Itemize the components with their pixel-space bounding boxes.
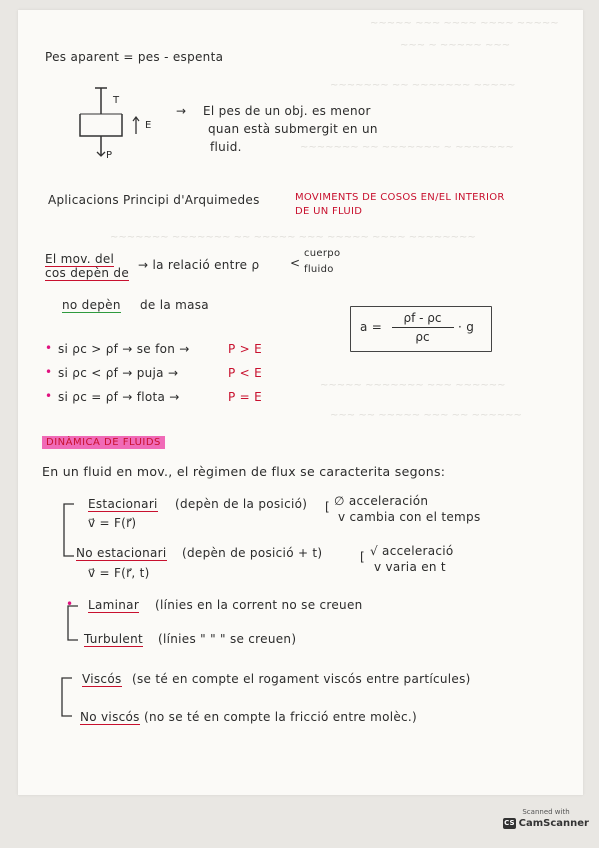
- diagram-description-3: fluid.: [210, 140, 242, 154]
- dinamica-intro: En un fluid en mov., el règimen de flux se caracterita segons:: [42, 464, 446, 479]
- apparent-weight-definition: Pes aparent = pes - espenta: [45, 50, 224, 64]
- bleed-through-text: ~~~ ~~ ~~~~~ ~~~ ~~ ~~~~~~: [330, 410, 522, 421]
- bleed-through-text: ~~~~~~~ ~~ ~~~~~~~ ~ ~~~~~~~: [300, 142, 514, 153]
- bullet-icon: •: [45, 365, 53, 379]
- estacionari-title: Estacionari: [88, 497, 158, 511]
- scanner-line1: Scanned with: [522, 808, 570, 816]
- aplicacions-side-1: MOVIMENTS DE COSOS EN/EL INTERIOR: [295, 192, 505, 203]
- noviscos-desc: (no se té en compte la fricció entre molèc.): [144, 710, 418, 724]
- arrow-icon: →: [176, 104, 187, 118]
- no-estacionari-title: No estacionari: [76, 546, 167, 560]
- bullet-res-2: P < E: [228, 366, 263, 380]
- bracket-viscos: [56, 676, 76, 720]
- bleed-through-text: ~~~~~ ~~~ ~~~~ ~~~~ ~~~~~: [370, 18, 559, 29]
- movement-label-2: cos depèn de: [45, 266, 130, 280]
- fraction-bar: [392, 327, 454, 328]
- brace-icon: <: [290, 256, 301, 270]
- bleed-through-text: ~~~~~~~ ~~~~~~~ ~~ ~~~~~ ~~~ ~~~~~ ~~~~ ~~~~~~~~: [110, 232, 476, 243]
- no-estacionari-b2: v varia en t: [374, 560, 446, 574]
- estacionari-desc: (depèn de la posició): [175, 497, 308, 511]
- bullet-cond-3: si ρc = ρf → flota →: [58, 390, 180, 404]
- bullet-cond-2: si ρc < ρf → puja →: [58, 366, 179, 380]
- bullet-cond-1: si ρc > ρf → se fon →: [58, 342, 190, 356]
- camscanner-watermark: [503, 808, 589, 842]
- bleed-through-text: ~~~~~ ~~~~~~~ ~~~ ~~~~~~: [320, 380, 506, 391]
- bracket-laminar: [62, 604, 82, 644]
- formula-rhs: · g: [458, 320, 475, 334]
- viscos-title: Viscós: [82, 672, 122, 686]
- aplicacions-side-2: DE UN FLUID: [295, 206, 363, 217]
- turbulent-desc: (línies " " " se creuen): [158, 632, 297, 646]
- bullet-res-3: P = E: [228, 390, 263, 404]
- no-depen-label: no depèn: [62, 298, 121, 312]
- bullet-icon: •: [45, 389, 53, 403]
- bullet-res-1: P > E: [228, 342, 263, 356]
- bullet-icon: •: [45, 341, 53, 355]
- bullet-icon: •: [66, 597, 74, 611]
- formula-numerator: ρf - ρc: [403, 311, 442, 325]
- brace-icon: [: [360, 550, 365, 564]
- estacionari-b1: ∅ acceleración: [334, 494, 429, 508]
- aplicacions-title: Aplicacions Principi d'Arquimedes: [48, 193, 260, 207]
- movement-label-1: El mov. del: [45, 252, 115, 266]
- turbulent-title: Turbulent: [84, 632, 143, 646]
- bleed-through-text: ~~~~~~~ ~~ ~~~~~~~ ~~~~~: [330, 80, 516, 91]
- estacionari-formula: v⃗ = F(r⃗): [88, 516, 137, 530]
- formula-denominator: ρc: [415, 330, 430, 344]
- no-estacionari-b1: √ acceleració: [370, 544, 454, 558]
- brace-bottom: fluido: [304, 264, 334, 275]
- brace-top: cuerpo: [304, 248, 341, 259]
- estacionari-b2: v cambia con el temps: [338, 510, 481, 524]
- bracket-estacionari: [58, 502, 78, 562]
- no-estacionari-formula: v⃗ = F(r⃗, t): [88, 566, 150, 580]
- diagram-description-1: El pes de un obj. es menor: [203, 104, 371, 118]
- laminar-title: Laminar: [88, 598, 140, 612]
- de-la-masa-label: de la masa: [140, 298, 209, 312]
- formula-lhs: a =: [360, 320, 383, 334]
- label-t: T: [113, 95, 120, 106]
- movement-relation: → la relació entre ρ: [138, 258, 260, 272]
- bleed-through-text: ~~~ ~ ~~~~~ ~~~: [400, 40, 511, 51]
- label-e: E: [145, 120, 152, 131]
- camscanner-logo-icon: CS: [504, 819, 515, 827]
- laminar-desc: (línies en la corrent no se creuen: [155, 598, 363, 612]
- no-estacionari-desc: (depèn de posició + t): [182, 546, 323, 560]
- noviscos-title: No viscós: [80, 710, 140, 724]
- dinamica-badge: DINÀMICA DE FLUIDS: [42, 436, 165, 449]
- diagram-description-2: quan està submergit en un: [208, 122, 378, 136]
- brace-icon: [: [325, 500, 330, 514]
- viscos-desc: (se té en compte el rogament viscós entre partícules): [132, 672, 471, 686]
- scanner-name: CamScanner: [518, 818, 589, 829]
- label-p: P: [106, 150, 113, 161]
